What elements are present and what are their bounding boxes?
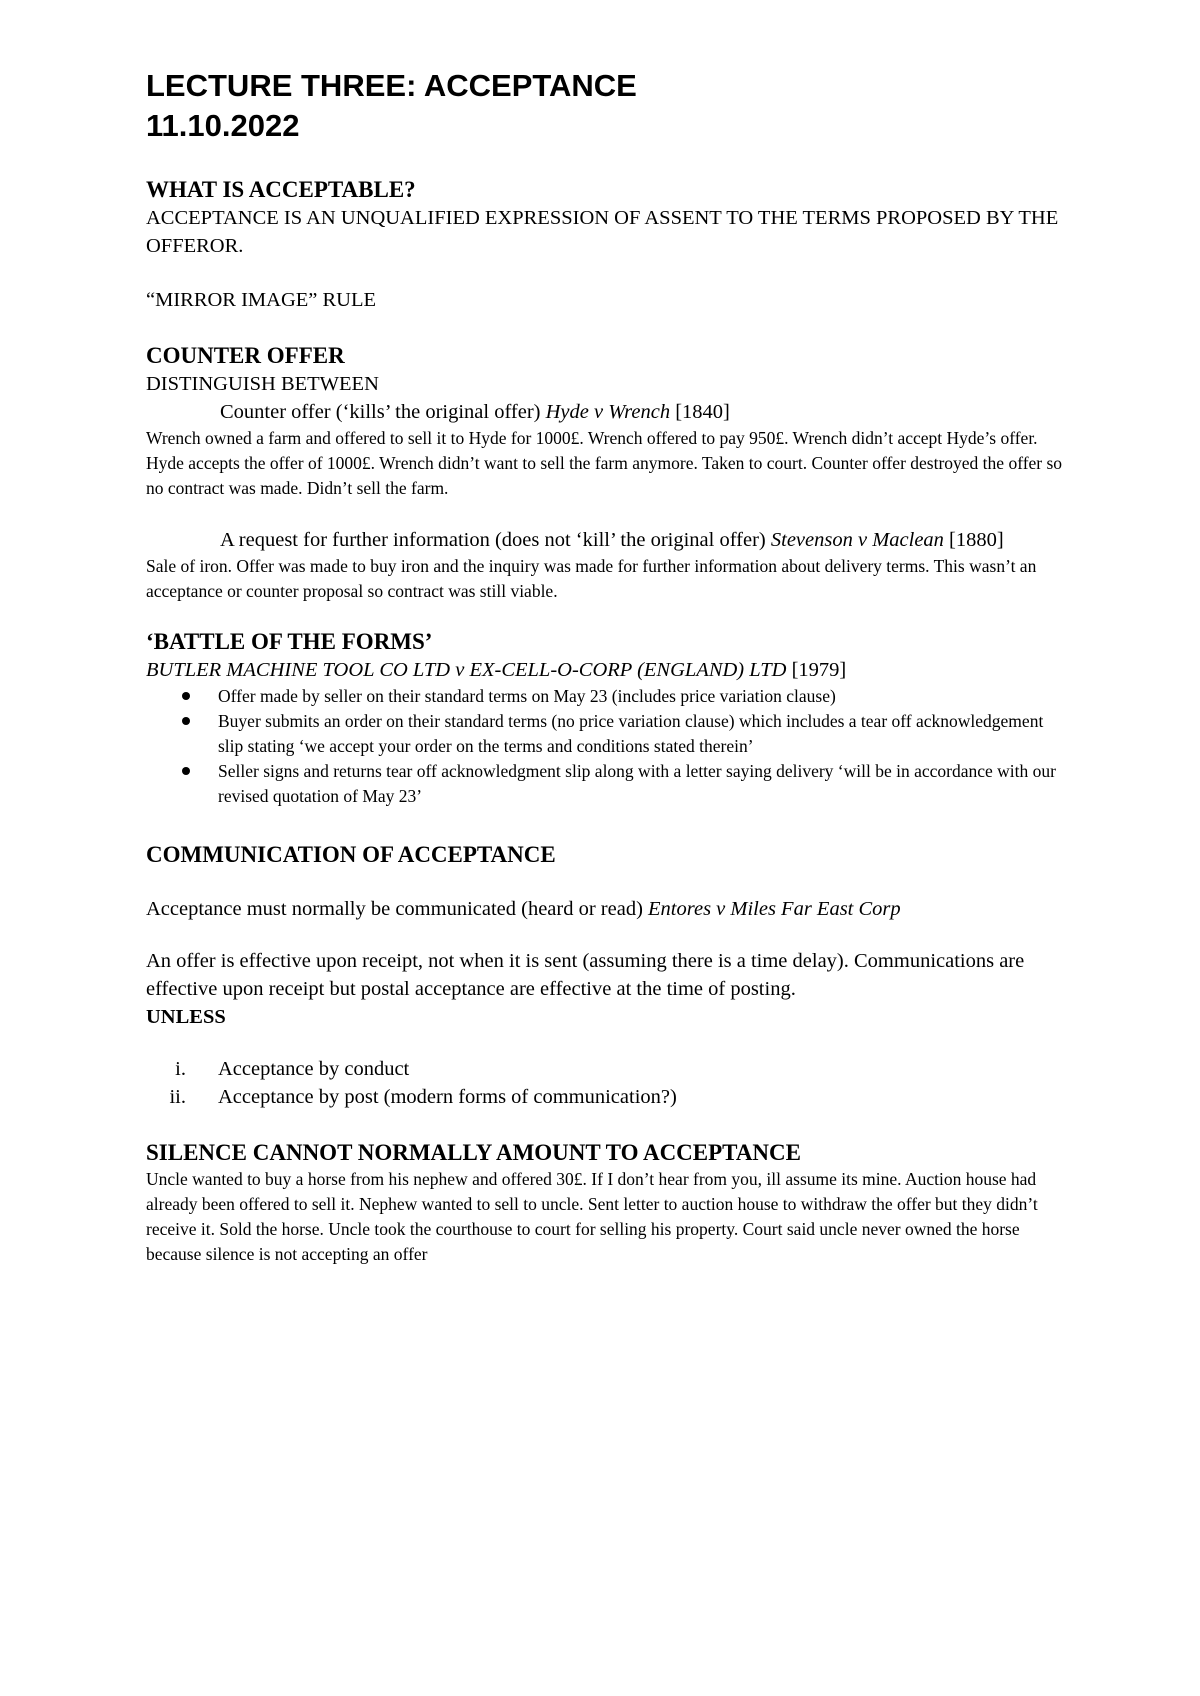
heading-communication: COMMUNICATION OF ACCEPTANCE xyxy=(146,842,556,867)
lecture-title: LECTURE THREE: ACCEPTANCE xyxy=(146,68,637,103)
distinguish-between: DISTINGUISH BETWEEN xyxy=(146,373,379,395)
case-butler-machine-tool: BUTLER MACHINE TOOL CO LTD v EX-CELL-O-CORP (ENGLAND) LTD [1979] xyxy=(146,659,847,681)
case-stevenson-v-maclean: A request for further information (does not ‘kill’ the original offer) Stevenson v Maclean [1880] xyxy=(220,529,1004,551)
acceptance-definition: ACCEPTANCE IS AN UNQUALIFIED EXPRESSION OF ASSENT TO THE TERMS PROPOSED BY THE OFFEROR. xyxy=(146,207,1059,257)
battle-of-forms-bullets xyxy=(146,684,1066,809)
mirror-image-rule: “MIRROR IMAGE” RULE xyxy=(146,289,377,311)
document-body xyxy=(146,66,1066,1267)
lecture-date: 11.10.2022 xyxy=(146,108,300,143)
communication-rule: Acceptance must normally be communicated (heard or read) Entores v Miles Far East Corp xyxy=(146,898,901,920)
list-item: i. Acceptance by conduct xyxy=(175,1058,410,1080)
heading-counter-offer: COUNTER OFFER xyxy=(146,343,345,368)
heading-silence: SILENCE CANNOT NORMALLY AMOUNT TO ACCEPTANCE xyxy=(146,1140,801,1165)
case-name-hyde-v-wrench: Hyde v Wrench xyxy=(545,401,671,423)
heading-what-is-acceptable: WHAT IS ACCEPTABLE? xyxy=(146,177,416,202)
case-name-butler: BUTLER MACHINE TOOL CO LTD v EX-CELL-O-CORP (ENGLAND) LTD xyxy=(146,659,787,681)
hyde-v-wrench-notes: Wrench owned a farm and offered to sell it to Hyde for 1000£. Wrench offered to pay 950£. Wrench didn’t accept Hyde’s offer. Hyde accepts the offer of 1000£. Wrench didn’t want to sell the farm anymore. Taken to court. Counter offer destroyed the offer so no contract was made. Didn’t sell the farm. xyxy=(146,428,1063,498)
heading-battle-of-forms: ‘BATTLE OF THE FORMS’ xyxy=(146,629,433,654)
communication-paragraph: An offer is effective upon receipt, not when it is sent (assuming there is a time delay). Communications are effective upon receipt but postal acceptance are effective at the time of posting. xyxy=(146,950,1025,1000)
unless-label: UNLESS xyxy=(146,1006,226,1028)
silence-notes: Uncle wanted to buy a horse from his nephew and offered 30£. If I don’t hear from you, ill assume its mine. Auction house had already been offered to sell it. Nephew wanted to sell to uncle. Sent letter to auction house to withdraw the offer but they didn’t receive it. Sold the horse. Uncle took the courthouse to court for selling his property. Court said uncle never owned the horse because silence is not accepting an offer xyxy=(146,1169,1038,1264)
list-item: ii. Acceptance by post (modern forms of communication?) xyxy=(169,1086,677,1108)
case-name-stevenson-v-maclean: Stevenson v Maclean xyxy=(770,529,944,551)
case-name-entores: Entores v Miles Far East Corp xyxy=(648,898,901,920)
exceptions-list xyxy=(146,1055,1066,1111)
list-item: Buyer submits an order on their standard terms (no price variation clause) which includes a tear off acknowledgement slip stating ‘we accept your order on the terms and conditions stated therein’ xyxy=(218,709,1066,759)
stevenson-v-maclean-notes: Sale of iron. Offer was made to buy iron and the inquiry was made for further information about delivery terms. This wasn’t an acceptance or counter proposal so contract was still viable. xyxy=(146,556,1037,601)
list-item: Offer made by seller on their standard terms on May 23 (includes price variation clause) xyxy=(218,684,1066,709)
list-item: Seller signs and returns tear off acknowledgment slip along with a letter saying delivery ‘will be in accordance with our revised quotation of May 23’ xyxy=(218,759,1066,809)
case-hyde-v-wrench: Counter offer (‘kills’ the original offer) Hyde v Wrench [1840] xyxy=(220,401,730,423)
